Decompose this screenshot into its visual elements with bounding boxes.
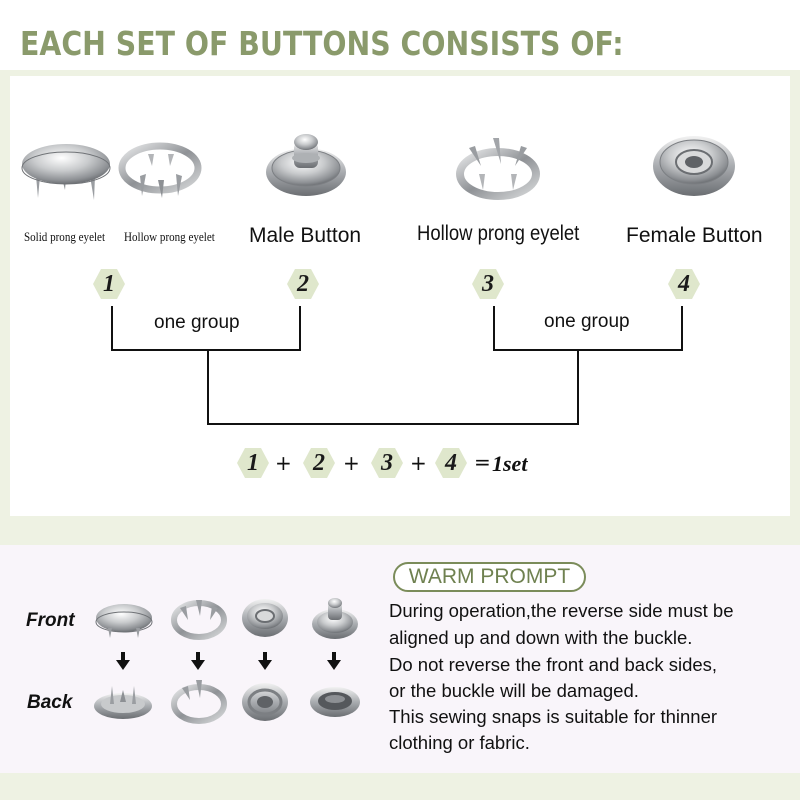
equation-badge-2: 2 — [302, 446, 336, 480]
hollow-prong-eyelet-image — [118, 140, 202, 202]
equals-sign: = — [474, 450, 491, 474]
equation-result: 1set — [492, 451, 528, 476]
solid-prong-eyelet-label: Solid prong eyelet — [24, 229, 106, 244]
down-arrow-icon — [258, 652, 272, 670]
hollow-prong-eyelet-large-image — [455, 130, 541, 200]
badge-3: 3 — [471, 267, 505, 301]
back-female-button-image — [240, 680, 290, 724]
badge-1: 1 — [92, 267, 126, 301]
warm-prompt-title: WARM PROMPT — [393, 562, 586, 592]
down-arrow-icon — [116, 652, 130, 670]
female-button-label: Female Button — [626, 224, 763, 247]
plus-sign: + — [275, 451, 292, 475]
prompt-line: Do not reverse the front and back sides, — [389, 654, 718, 675]
solid-prong-eyelet-image — [20, 138, 112, 204]
male-button-label: Male Button — [249, 224, 362, 247]
prompt-line: clothing or fabric. — [389, 732, 530, 753]
back-label: Back — [27, 692, 73, 713]
footer-strip — [0, 773, 800, 800]
prompt-line: This sewing snaps is suitable for thinner — [389, 706, 718, 727]
front-hollow-eyelet-image — [170, 594, 228, 644]
prompt-line: or the buckle will be damaged. — [389, 680, 639, 701]
equation-badge-4: 4 — [434, 446, 468, 480]
front-female-button-image — [240, 596, 290, 640]
plus-sign: + — [343, 451, 360, 475]
prompt-line: During operation,the reverse side must be — [389, 600, 734, 621]
page-title: EACH SET OF BUTTONS CONSISTS OF: — [20, 24, 624, 63]
group-label-left: one group — [154, 312, 240, 333]
badge-2: 2 — [286, 267, 320, 301]
front-male-button-image — [310, 594, 360, 642]
front-solid-eyelet-image — [94, 600, 154, 640]
male-button-image — [262, 128, 350, 200]
equation-badge-1: 1 — [236, 446, 270, 480]
prompt-line: aligned up and down with the buckle. — [389, 627, 693, 648]
plus-sign: + — [410, 451, 427, 475]
hollow-prong-eyelet-label: Hollow prong eyelet — [124, 229, 215, 244]
back-solid-eyelet-image — [92, 682, 154, 722]
female-button-image — [651, 126, 737, 198]
hollow-prong-eyelet-big-label: Hollow prong eyelet — [417, 222, 580, 245]
back-male-button-image — [308, 684, 362, 720]
group-label-right: one group — [544, 311, 630, 332]
equation-badge-3: 3 — [370, 446, 404, 480]
badge-4: 4 — [667, 267, 701, 301]
front-label: Front — [26, 610, 75, 631]
down-arrow-icon — [191, 652, 205, 670]
back-hollow-eyelet-image — [170, 678, 228, 726]
down-arrow-icon — [327, 652, 341, 670]
